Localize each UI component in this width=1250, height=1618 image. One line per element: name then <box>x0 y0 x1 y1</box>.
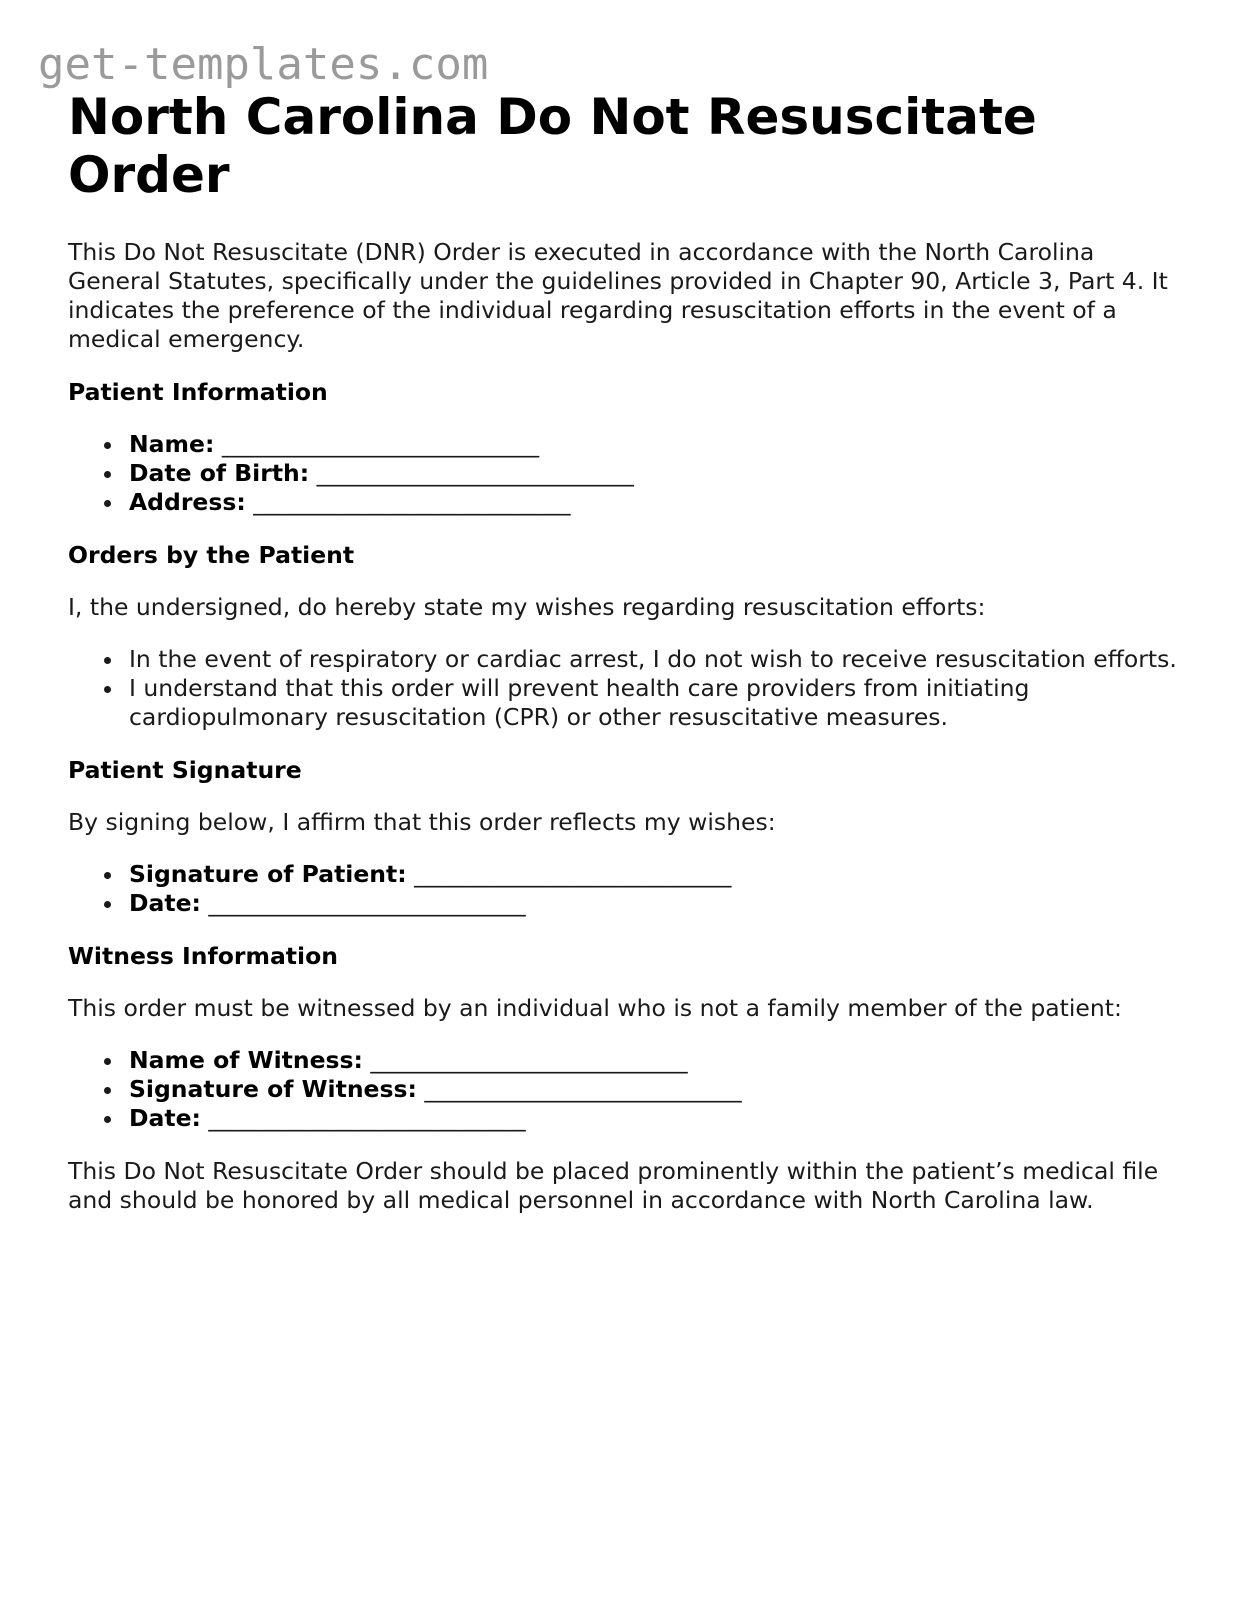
field-label: Date of Birth: <box>129 459 310 487</box>
orders-statement: I, the undersigned, do hereby state my wishes regarding resuscitation efforts: <box>68 593 986 621</box>
field-blank[interactable]: ___________________________ <box>414 860 732 888</box>
patient-information-list <box>68 430 1188 517</box>
patient-dob-field <box>129 459 1188 488</box>
field-label: Date: <box>129 889 201 917</box>
field-label: Signature of Witness: <box>129 1075 417 1103</box>
field-blank[interactable]: ___________________________ <box>316 459 634 487</box>
field-blank[interactable]: ___________________________ <box>208 1104 526 1132</box>
patient-signature-statement: By signing below, I affirm that this order reflects my wishes: <box>68 808 776 836</box>
order-item: In the event of respiratory or cardiac arrest, I do not wish to receive resuscitation efforts. <box>129 645 1188 674</box>
closing-paragraph: This Do Not Resuscitate Order should be placed prominently within the patient’s medical file and should be honored by all medical personnel in accordance with North Carolina law. <box>68 1157 1159 1214</box>
witness-signature-field <box>129 1075 1188 1104</box>
witness-information-heading: Witness Information <box>68 942 338 970</box>
witness-list <box>68 1046 1188 1133</box>
field-blank[interactable]: ___________________________ <box>221 430 540 458</box>
field-label: Signature of Patient: <box>129 860 407 888</box>
order-item: I understand that this order will prevent health care providers from initiating cardiopulmonary resuscitation (CPR) or other resuscitative measures. <box>129 674 1188 732</box>
watermark: get-templates.com <box>38 39 489 90</box>
patient-signature-field <box>129 860 1188 889</box>
witness-statement: This order must be witnessed by an individual who is not a family member of the patient: <box>68 994 1122 1022</box>
patient-signature-date-field <box>129 889 1188 918</box>
witness-name-field <box>129 1046 1188 1075</box>
field-blank[interactable]: ___________________________ <box>253 488 571 516</box>
document-title: North Carolina Do Not Resuscitate Order <box>68 88 1037 204</box>
orders-heading: Orders by the Patient <box>68 541 355 569</box>
patient-name-field <box>129 430 1188 459</box>
witness-date-field <box>129 1104 1188 1133</box>
document-body <box>68 88 1188 1215</box>
orders-list <box>68 645 1188 732</box>
field-label: Address: <box>129 488 246 516</box>
patient-information-heading: Patient Information <box>68 378 328 406</box>
field-label: Date: <box>129 1104 201 1132</box>
field-label: Name: <box>129 430 215 458</box>
patient-signature-heading: Patient Signature <box>68 756 302 784</box>
intro-paragraph: This Do Not Resuscitate (DNR) Order is executed in accordance with the North Carolina General Statutes, specifically under the guidelines provided in Chapter 90, Article 3, Part 4. It indicates the preference of the individual regarding resuscitation efforts in the event of a medical emergency. <box>68 238 1168 353</box>
field-blank[interactable]: ___________________________ <box>370 1046 688 1074</box>
field-blank[interactable]: ___________________________ <box>424 1075 742 1103</box>
field-blank[interactable]: ___________________________ <box>208 889 526 917</box>
field-label: Name of Witness: <box>129 1046 363 1074</box>
patient-signature-list <box>68 860 1188 918</box>
patient-address-field <box>129 488 1188 517</box>
